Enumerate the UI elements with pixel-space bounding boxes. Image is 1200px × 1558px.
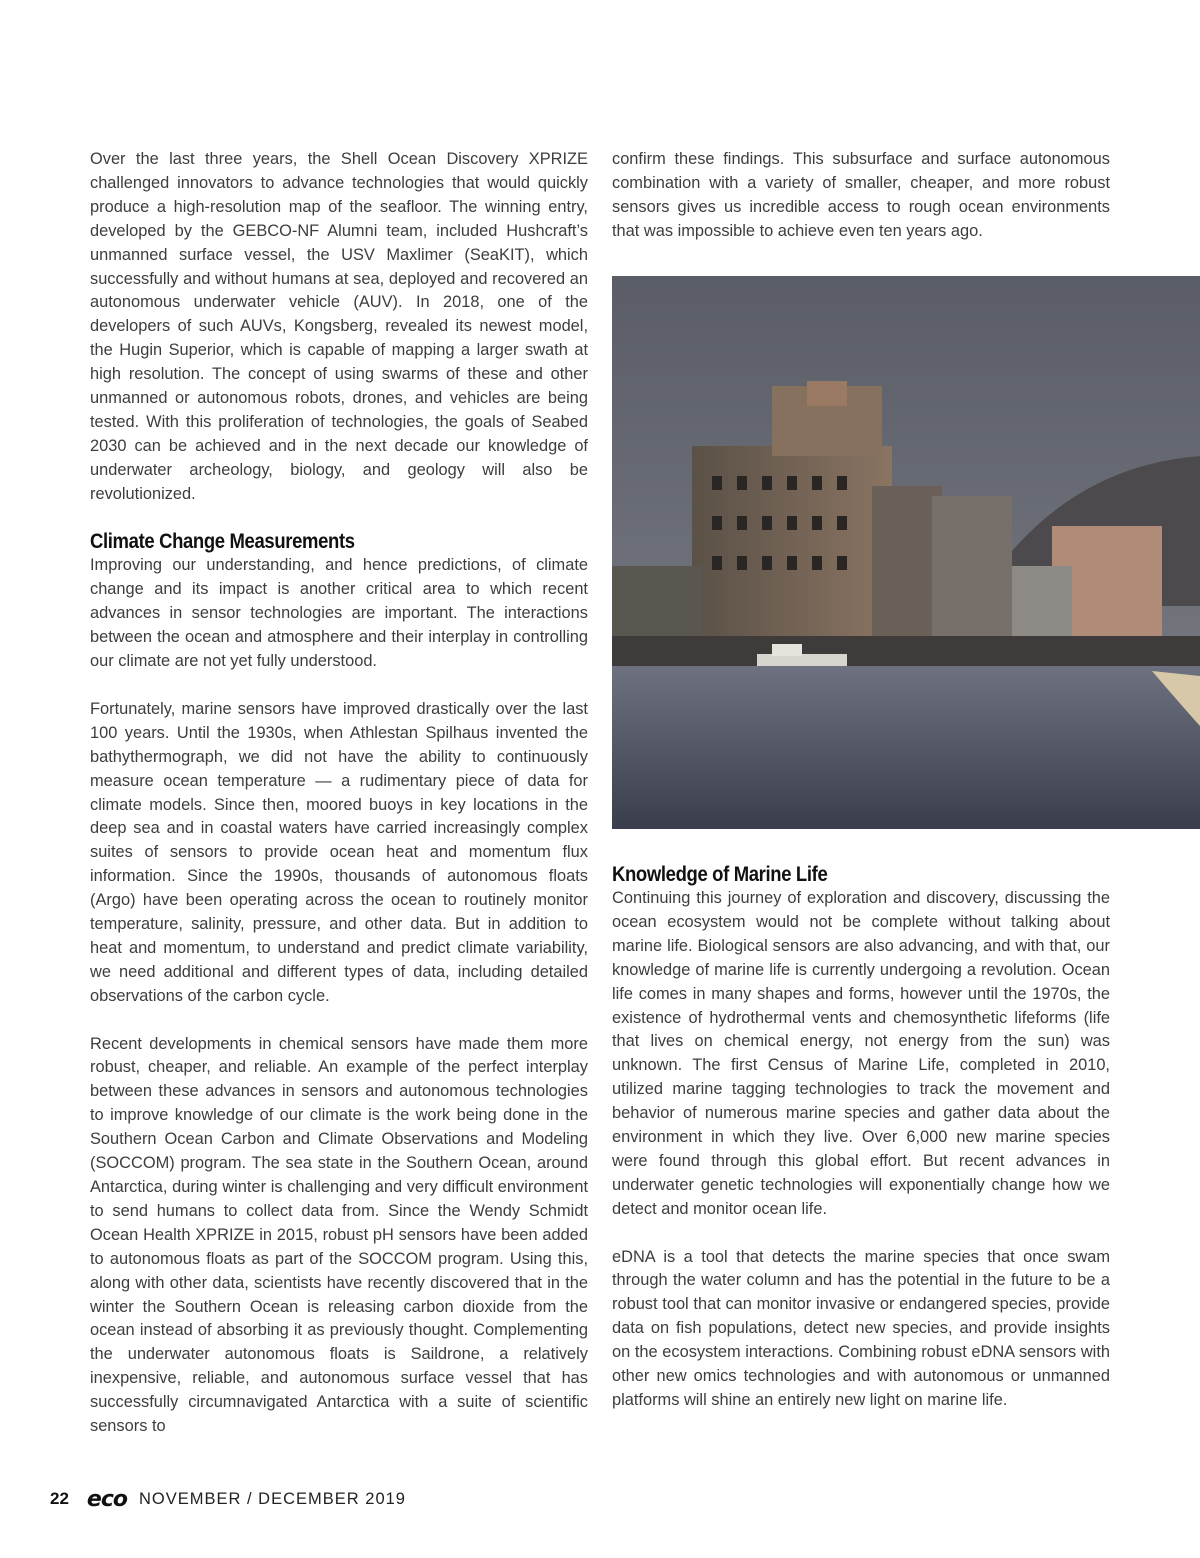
climate-heading: Climate Change Measurements (90, 530, 355, 554)
marine-paragraph-1: Continuing this journey of exploration and discovery, discussing the ocean ecosystem would not be complete without talking about marine life. Biological sensors are also advancing, and with that, our knowledge of marine life is currently undergoing a revolution. Ocean life comes in many shapes and forms, however until the 1970s, the existence of hydrothermal vents and chemosynthetic lifeforms (life that lives on chemical energy, not energy from the sun) was unknown. The first Census of Marine Life, completed in 2010, utilized marine tagging technologies to track the movement and behavior of numerous marine species and gather data about the environment in which they live. Over 6,000 new marine species were found through this global effort. But recent advances in underwater genetic technologies will exponentially change how we detect and monitor ocean life. (612, 889, 1110, 1218)
left-column (90, 148, 588, 1463)
marine-heading: Knowledge of Marine Life (612, 863, 828, 886)
right-column (612, 148, 1110, 268)
right-column-lower (612, 863, 1110, 1437)
harbor-building-photo (612, 276, 1200, 829)
intro-paragraph: Over the last three years, the Shell Ocean Discovery XPRIZE challenged innovators to advance technologies that would quickly produce a high-resolution map of the seafloor. The winning entry, developed by the GEBCO-NF Alumni team, included Hushcraft’s unmanned surface vessel, the USV Maxlimer (SeaKIT), which successfully and without humans at sea, deployed and recovered an autonomous underwater vehicle (AUV). In 2018, one of the developers of such AUVs, Kongsberg, revealed its newest model, the Hugin Superior, which is capable of mapping a larger swath at high resolution. The concept of using swarms of these and other unmanned or autonomous robots, drones, and vehicles are being tested. With this proliferation of technologies, the goals of Seabed 2030 can be achieved and in the next decade our knowledge of underwater archeology, biology, and geology will also be revolutionized. (90, 150, 588, 503)
continuation-paragraph: confirm these findings. This subsurface and surface autonomous combination with a variety of smaller, cheaper, and more robust sensors gives us incredible access to rough ocean environments that was impossible to achieve even ten years ago. (612, 150, 1110, 240)
page-footer (50, 1486, 406, 1512)
climate-paragraph-2: Fortunately, marine sensors have improved drastically over the last 100 years. Until the 1930s, when Athlestan Spilhaus invented the bathythermograph, we did not have the ability to continuously measure ocean temperature — a rudimentary piece of data for climate models. Since then, moored buoys in key locations in the deep sea and in coastal waters have carried increasingly complex suites of sensors to provide ocean heat and momentum flux information. Since the 1990s, thousands of autonomous floats (Argo) have been operating across the ocean to routinely monitor temperature, salinity, pressure, and other data. But in addition to heat and momentum, to understand and predict climate variability, we need additional and different types of data, including detailed observations of the carbon cycle. (90, 699, 588, 1005)
page-number: 22 (50, 1489, 69, 1508)
climate-paragraph-3: Recent developments in chemical sensors have made them more robust, cheaper, and reliable. An example of the perfect interplay between these advances in sensors and autonomous technologies to improve knowledge of our climate is the work being done in the Southern Ocean Carbon and Climate Observations and Modeling (SOCCOM) program. The sea state in the Southern Ocean, around Antarctica, during winter is challenging and very difficult environment to send humans to collect data from. Since the Wendy Schmidt Ocean Health XPRIZE in 2015, robust pH sensors have been added to autonomous floats as part of the SOCCOM program. Using this, along with other data, scientists have recently discovered that in the winter the Southern Ocean is releasing carbon dioxide from the ocean instead of absorbing it as previously thought. Complementing the underwater autonomous floats is Saildrone, a relatively inexpensive, reliable, and autonomous surface vessel that has successfully circumnavigated Antarctica with a suite of scientific sensors to (90, 1034, 588, 1436)
magazine-logo: eco (86, 1486, 127, 1512)
marine-paragraph-2: eDNA is a tool that detects the marine species that once swam through the water column and has the potential in the future to be a robust tool that can monitor invasive or endangered species, provide data on fish populations, detect new species, and provide insights on the ecosystem interactions. Combining robust eDNA sensors with other new omics technologies and with autonomous or unmanned platforms will shine an entirely new light on marine life. (612, 1247, 1110, 1410)
issue-date: NOVEMBER / DECEMBER 2019 (139, 1489, 406, 1508)
climate-paragraph-1: Improving our understanding, and hence predictions, of climate change and its impact is another critical area to which recent advances in sensor technologies are important. The interactions between the ocean and atmosphere and their interplay in controlling our climate are not yet fully understood. (90, 556, 588, 671)
photo-illustration (612, 276, 1200, 829)
